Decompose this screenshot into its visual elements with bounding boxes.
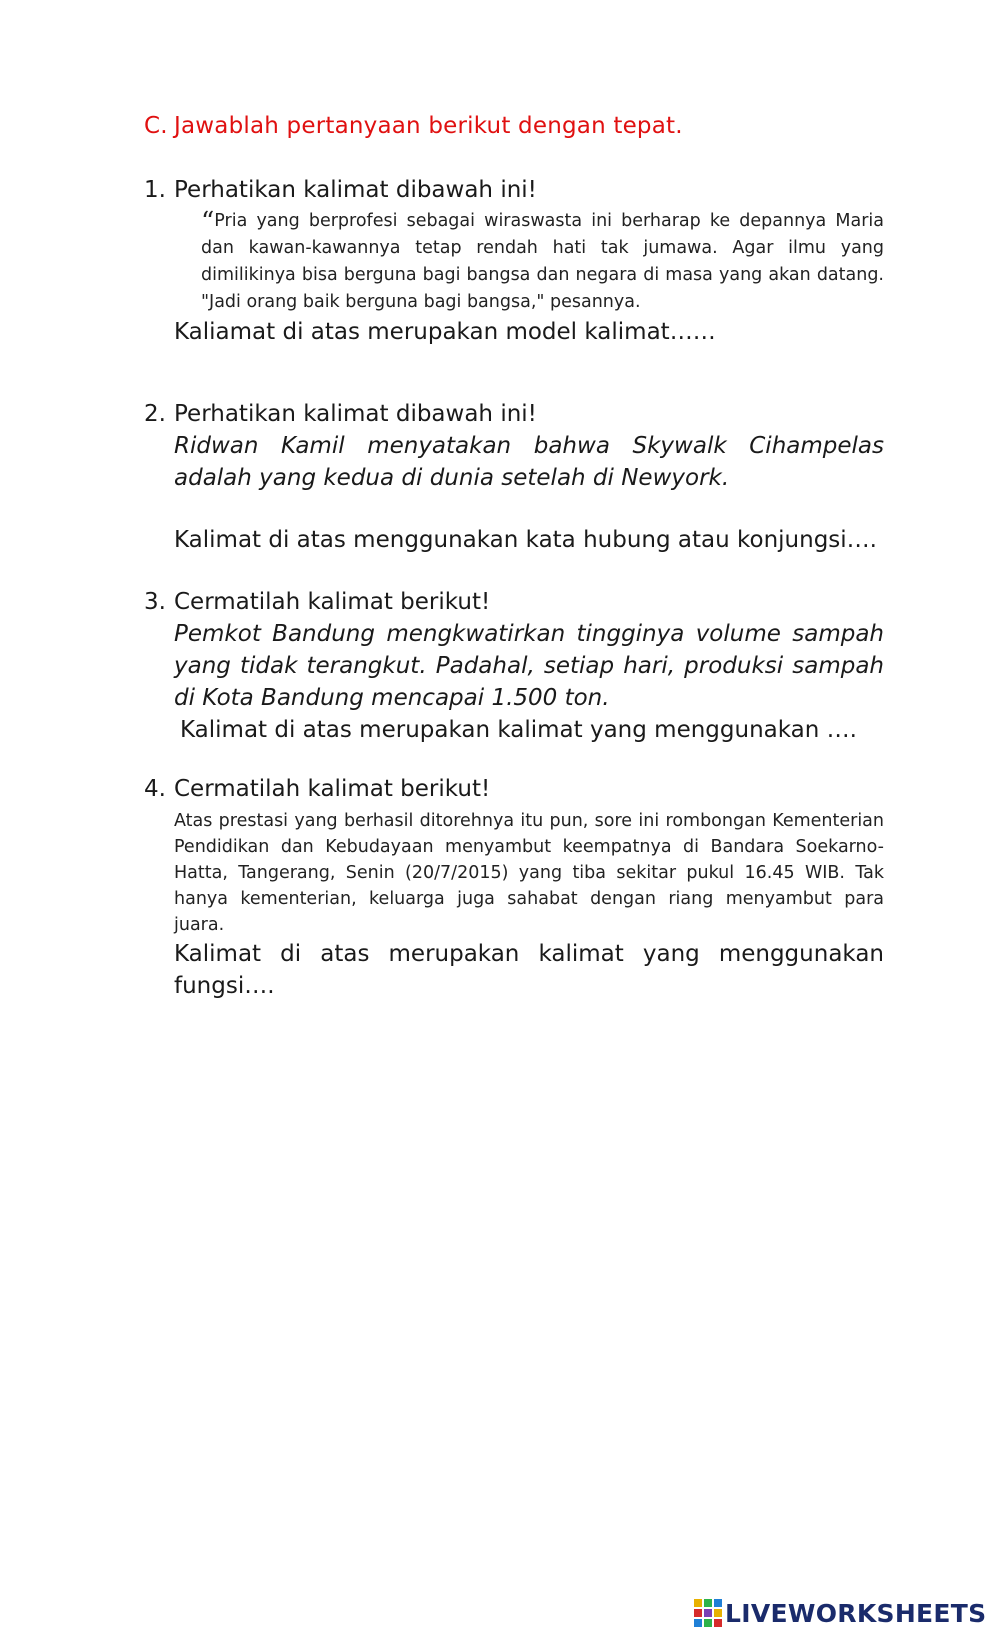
question-number: 4. [144,776,166,802]
quote-mark: “ [201,207,215,237]
question-passage: Pemkot Bandung mengkwatirkan tingginya volume sampah yang tidak terangkut. Padahal, setiap hari, produksi sampah di Kota Bandung mencapai 1.500 ton. [174,621,884,711]
question-prompt: Kaliamat di atas merupakan model kalimat…… [174,319,716,345]
question-2 [144,398,884,556]
section-title-text: Jawablah pertanyaan berikut dengan tepat. [174,113,683,139]
question-heading: Cermatilah kalimat berikut! [174,776,491,802]
logo-text: LIVEWORKSHEETS [725,1598,987,1628]
question-number: 3. [144,589,166,615]
section-letter: C. [144,113,168,139]
question-heading: Perhatikan kalimat dibawah ini! [174,177,537,203]
question-passage: Atas prestasi yang berhasil ditorehnya itu pun, sore ini rombongan Kementerian Pendidikan dan Kebudayaan menyambut keempatnya di Bandara Soekarno-Hatta, Tangerang, Senin (20/7/2015) yang tiba sekitar pukul 16.45 WIB. Tak hanya kementerian, keluarga juga sahabat dengan riang menyambut para juara. [174,811,884,935]
question-prompt: Kalimat di atas menggunakan kata hubung atau konjungsi…. [174,527,877,553]
question-prompt: Kalimat di atas merupakan kalimat yang menggunakan fungsi…. [174,941,884,999]
question-3 [144,586,884,746]
question-4 [144,773,884,1002]
liveworksheets-logo [694,1596,986,1630]
question-heading: Perhatikan kalimat dibawah ini! [174,401,537,427]
section-title [144,113,683,139]
logo-blocks-icon [694,1599,722,1627]
question-heading: Cermatilah kalimat berikut! [174,589,491,615]
question-1 [144,174,884,348]
question-number: 2. [144,401,166,427]
question-number: 1. [144,177,166,203]
question-prompt: Kalimat di atas merupakan kalimat yang menggunakan …. [180,717,857,743]
question-passage: Ridwan Kamil menyatakan bahwa Skywalk Cihampelas adalah yang kedua di dunia setelah di Newyork. [174,433,884,491]
question-passage: “Pria yang berprofesi sebagai wiraswasta ini berharap ke depannya Maria dan kawan-kawannya tetap rendah hati tak jumawa. Agar ilmu yang dimilikinya bisa berguna bagi bangsa dan negara di masa yang akan datang. "Jadi orang baik berguna bagi bangsa," pesannya. [201,207,884,312]
